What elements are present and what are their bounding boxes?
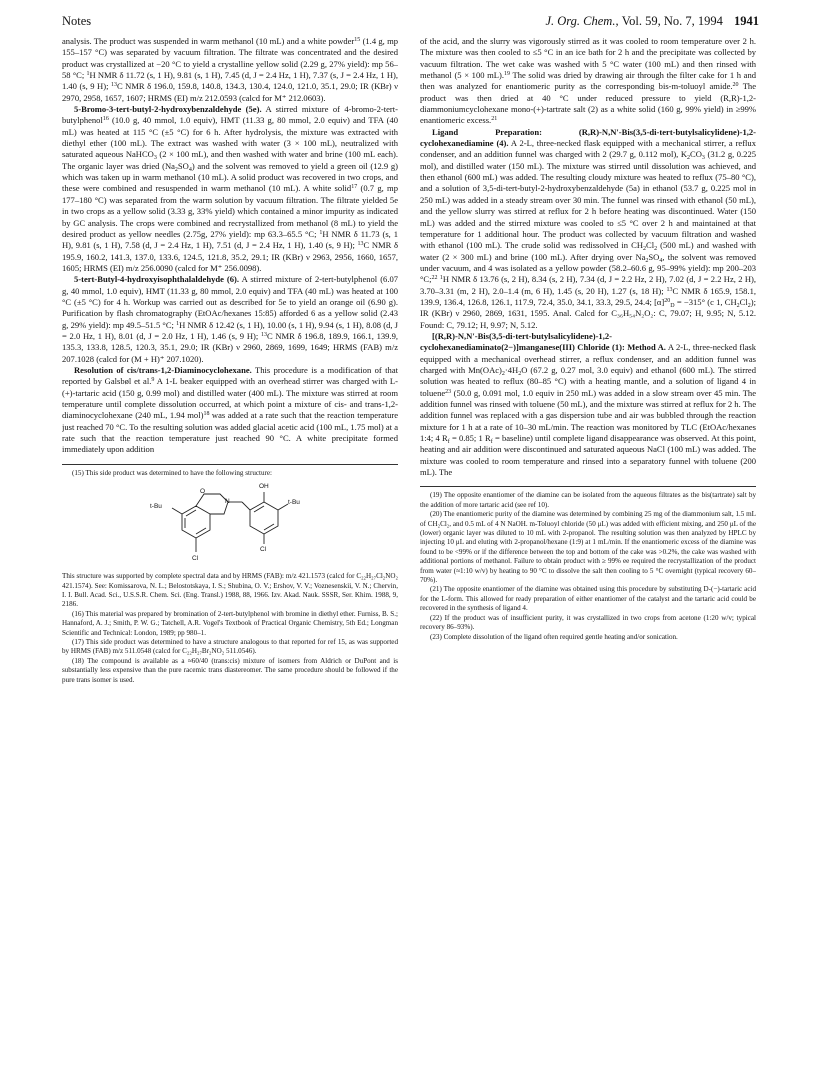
footnote-18: (18) The compound is available as a ≈60/40 (trans:cis) mixture of isomers from Aldrich or DuPont and is substantially less expensive than the pure racemic trans diastereomer. The same procedure should be followed if the pure trans isomer is used. — [62, 656, 398, 684]
footnote-17: (17) This side product was determined to have a structure analogous to that reported for ref 15, as was supported by HRMS (FAB) m/z 511.0548 (calcd for C₂₂H₂₇Br₂NO₂ 511.0546). — [62, 637, 398, 656]
paragraph-ligand: Ligand Preparation: (R,R)-N,N′-Bis(3,5-di-tert-butylsalicylidene)-1,2-cyclohexanediamine (4). A 2-L, three-necked flask equipped with a mechanical stirrer, a reflux condenser, and an addition funnel was charged with 2 (29.7 g, 0.112 mol), $K_2CO_3$ (31.2 g, 0.225 mol), and distilled water (150 mL). The mixture was stirred until dissolution was achieved, and then ethanol (600 mL) was added. The resulting cloudy mixture was heated to reflux (75–80 °C), and a solution of 3,5-di-tert-butyl-2-hydroxybenzaldehyde (5a) in ethanol (53.7 g, 0.225 mol in 250 mL) was added in a steady stream over 30 min. The funnel was rinsed with ethanol (50 mL), and the yellow slurry was stirred at reflux for 2 h before heating was discontinued. Water (150 mL) was added and the stirred mixture was cooled to ≤5 °C over 2 h and maintained at that temperature for 1 additional hour. The product was collected by vacuum filtration and washed with ethanol (100 mL). The crude solid was redissolved in $CH_2Cl_2$ (500 mL) and washed with water (2 × 300 mL) and brine (100 mL). After drying over $Na_2SO_4$, the solvent was removed under vacuum, and 4 was isolated as a yellow powder (58.2–60.6 g, 95–99% yield): mp 200–203 °C;$^{22}$ $^1$H NMR δ 13.76 (s, 2 H), 8.34 (s, 2 H), 7.34 (d, J = 2.2 Hz, 2 H), 7.02 (d, J = 2.2 Hz, 2 H), 3.70–3.31 (m, 2 H), 2.0–1.4 (m, 6 H), 1.45 (s, 20 H), 1.27 (s, 18 H); $^{13}$C NMR δ 165.9, 158.1, 139.9, 136.4, 126.8, 126.1, 117.9, 72.4, 35.0, 34.1, 33.3, 29.5, 24.4; $[\alpha]^{20}_D = -315^\circ$ (c 1, $CH_2Cl_2$); IR (KBr) ν 2960, 2869, 1631, 1595. Anal. Calcd for C₃₆H₅₄N₂O₂: C, 79.07; H, 9.95; N, 5.12. Found: C, 79.12; H, 9.97; N, 5.12. — [420, 126, 756, 330]
footnote-20: (20) The enantiomeric purity of the diamine was determined by combining 25 mg of the diammonium salt, 1.5 mL of CH₂Cl₂, and 0.5 mL of 4 N NaOH. m-Toluoyl chloride (50 μL) was added with efficient mixing, and 250 μL of the (lower) organic layer was diluted to 10 mL with 2-propanol. The resulting solution was then analyzed by HPLC by injecting 10 μL and eluting with 2-propanol/hexane (1:9) at 1 mL/min. If the enantiomeric excess of the diamine was found to be <99% or if the difference between the top and bottom of the cake was >0.2%, the cake was washed with additional portions of methanol. Failure to obtain product with ≥ 99% ee required the recrystallization of the product from water (≈1:10 w/v) by heating to 90 °C to dissolve the salt then cooling to 5 °C overnight (typical recovery 60–70%). — [420, 510, 756, 585]
left-column — [62, 36, 398, 1046]
tbu-right-label: t-Bu — [288, 499, 300, 507]
benzene-ring-right — [250, 502, 278, 534]
footnote-divider — [420, 486, 756, 487]
footnote-22: (22) If the product was of insufficient purity, it was crystallized in two crops from acetone (1:20 w/v; typical recovery 86–93%). — [420, 613, 756, 632]
footnote-15-head: (15) This side product was determined to have the following structure: — [72, 468, 273, 477]
paragraph-resolution: Resolution of cis/trans-1,2-Diaminocyclohexane. This procedure is a modification of that reported by Galsbøl et al.$^9$ A 1-L beaker equipped with an overhead stirrer was charged with L-(+)-tartaric acid (150 g, 0.99 mol) and distilled water (400 mL). The mixture was stirred at room temperature until complete dissolution occurred, at which point a mixture of cis- and trans-1,2-diaminocyclohexane (240 mL, 1.94 mol)$^{18}$ was added at a rate such that the reaction temperature just reached 70 °C. To the resulting solution was added glacial acetic acid (100 mL, 1.75 mol) at a rate such that the reaction temperature just reached 90 °C. A white precipitate formed immediately upon addition — [62, 364, 398, 455]
footnote-16: (16) This material was prepared by bromination of 2-tert-butylphenol with bromine in diethyl ether. Furniss, B. S.; Hannaford, A. J.; Smith, P. W. G.; Tatchell, A.R. Vogel's Textbook of Practical Organic Chemistry, 5th Ed.; Longman Scientific and Technical: London, 1989; pp 980–1. — [62, 609, 398, 637]
page-number: 1941 — [734, 14, 759, 28]
chloro-left-label: Cl — [192, 555, 199, 563]
section-label: Notes — [62, 14, 92, 28]
journal-name: J. Org. Chem., — [545, 14, 619, 28]
volume-issue: Vol. 59, No. 7, 1994 — [621, 14, 723, 28]
hydroxyl-label: OH — [259, 483, 269, 491]
section-heading: Ligand Preparation: (R,R)-N,N′-Bis(3,5-di-tert-butylsalicylidene)-1,2-cyclohexanediamine (4). — [420, 126, 756, 149]
chloro-right-label: Cl — [260, 546, 267, 554]
structure-drawing — [142, 480, 322, 570]
paragraph-6: 5-tert-Butyl-4-hydroxyisophthalaldehyde (6). A stirred mixture of 2-tert-butylphenol (6.07 g, 40 mmol, 1.0 equiv), HMT (11.33 g, 80 mmol, 2.0 equiv) and TFA (40 mL) was heated at 100 °C (±5 °C) for 4 h. Workup was carried out as described for 5e to yield an orange oil (6.90 g). Purification by flash chromatography (EtOAc/hexanes 15:85) afforded 6 as a yellow solid (2.43 g, 29% yield): mp 49.5–51.5 °C; $^1$H NMR δ 12.42 (s, 1 H), 10.00 (s, 1 H), 9.94 (s, 1 H), 8.08 (d, J = 2.0 Hz, 1 H), 8.01 (d, J = 2.0 Hz, 1 H), 1.46 (s, 9 H); $^{13}$C NMR δ 196.8, 189.9, 166.1, 139.9, 135.3, 133.8, 128.5, 120.3, 35.1, 29.0; IR (KBr) ν 2960, 2869, 1699, 1649; HRMS (FAB) m/z 207.1028 (calcd for (M + H)⁺ 207.1020). — [62, 274, 398, 364]
journal-citation — [545, 14, 759, 29]
tbu-left-label: t-Bu — [150, 503, 162, 511]
paragraph-mn-complex: [(R,R)-N,N′-Bis(3,5-di-tert-butylsalicylidene)-1,2-cyclohexanediaminato(2−)]manganese(III) Chloride (1): Method A. A 2-L, three-necked flask equipped with a mechanical overhead stirrer, a reflux condenser, and an addition funnel was charged with $Mn(OAc)_2\cdot 4H_2O$ (67.2 g, 0.27 mol, 3.0 equiv) and ethanol (600 mL). The stirred solution was heated to reflux (80–85 °C) with a heating mantle, and a solution of ligand 4 in toluene$^{23}$ (50.0 g, 0.091 mol, 1.0 equiv in 250 mL) was added in a slow stream over 45 min. The addition funnel was rinsed with toluene (50 mL), and the mixture was stirred at reflux for 2 h. The addition funnel was replaced with a gas dispersion tube and air was bubbled through the reaction mixture for 1 h at a rate of 10–30 mL/min. The reaction was monitored by TLC (EtOAc/hexanes 1:4; 4 $R_f = 0.85$; 1 $R_f$ = baseline) until complete ligand disappearance was observed. At this point, heating and air addition were discontinued and saturated aqueous NaCl (100 mL) was added. The mixture was cooled to room temperature and rinsed into a separatory funnel with toluene (200 mL). The — [420, 330, 756, 478]
oxazine-ring — [196, 494, 228, 514]
paragraph-5e: 5-Bromo-3-tert-butyl-2-hydroxybenzaldehyde (5e). A stirred mixture of 4-bromo-2-tert-butylphenol$^{16}$ (10.0 g, 40 mmol, 1.0 equiv), HMT (11.33 g, 80 mmol, 2.0 equiv) and TFA (40 mL) was heated at 115 °C (±5 °C) for 6 h. After hydrolysis, the mixture was extracted with diethyl ether (100 mL). The extract was washed with water (3 × 100 mL), neutralized with saturated aqueous NaHCO$_3$ (2 × 100 mL), and then washed with water and brine (100 mL each). The organic layer was dried $(Na_2SO_4)$ and the solvent was removed to yield a green oil (12.9 g) which was taken up in warm methanol (10 mL). A solid product was recovered in two crops, and these were combined and resuspended in warm methanol (10 mL). A white solid$^{17}$ (0.7 g, mp 177–180 °C) was separated from the warm solution by vacuum filtration. The filtrate yielded 5e in two crops as a yellow solid (3.33 g, 33% yield) which contained a minor impurity as indicated by GC analysis. The crops were combined and recrystallized from methanol (8 mL) to yield the desired product as yellow needles (2.75g, 27% yield): mp 63.3–65.5 °C; $^1$H NMR δ 11.73 (s, 1 H), 9.81 (s, 1 H), 7.58 (d, J = 2.4 Hz, 1 H), 7.51 (d, J = 2.4 Hz, 1 H), 1.40 (s, 9 H); $^{13}$C NMR δ 195.9, 160.2, 141.3, 137.0, 133.6, 124.5, 121.8, 35.2, 29.1; IR (KBr) ν 2963, 2956, 1660, 1657, 1605; HRMS (EI) m/z 256.0090 (calcd for M⁺ 256.0098). — [62, 104, 398, 273]
paragraph: of the acid, and the slurry was vigorously stirred as it was cooled to room temperature over 2 h. The mixture was then cooled to ≤5 °C in an ice bath for 2 h and the precipitate was collected by vacuum filtration. The wet cake was washed with 5 °C water (100 mL) and then rinsed with methanol (5 × 100 mL).$^{19}$ The solid was dried by drawing air through the filter cake for 1 h and then was analyzed for enantiomeric purity as the corresponding bis-m-toluoyl amide.$^{20}$ The product was then dried at 40 °C under reduced pressure to yield (R,R)-1,2-diammoniumcyclohexane mono-(+)-tartrate salt (2) as a white solid (160 g, 99% yield) in ≥99% enantiomeric excess.$^{21}$ — [420, 36, 756, 126]
compound-heading: 5-Bromo-3-tert-butyl-2-hydroxybenzaldehyde (5e). — [74, 104, 262, 115]
chemical-structure — [62, 480, 398, 570]
running-head — [62, 14, 759, 30]
footnotes-right — [420, 491, 756, 642]
paragraph: analysis. The product was suspended in warm methanol (10 mL) and a white powder$^{15}$ (1.4 g, mp 155–157 °C) was separated by vacuum filtration. The filtrate was concentrated and the desired product was crystallized at −20 °C to yield a crystalline yellow solid (2.29 g, 27% yield): mp 56–58 °C; $^1$H NMR δ 11.72 (s, 1 H), 9.81 (s, 1 H), 7.45 (d, J = 2.4 Hz, 1 H), 7.37 (s, J = 2.4 Hz, 1 H), 1.40 (s, 9 H); $^{13}$C NMR δ 196.0, 159.8, 140.8, 134.3, 130.4, 124.0, 121.0, 35.1, 29.0; IR (KBr) ν 2970, 2958, 1657, 1607; HRMS (EI) m/z 212.0593 (calcd for M⁺ 212.0603). — [62, 36, 398, 103]
section-heading: Resolution of cis/trans-1,2-Diaminocyclohexane. — [74, 364, 252, 375]
oxygen-label: O — [200, 488, 206, 496]
footnote-19: (19) The opposite enantiomer of the diamine can be isolated from the aqueous filtrates as the bis(tartrate) salt by the addition of more tartaric acid (see ref 10). — [420, 491, 756, 509]
compound-heading: 5-tert-Butyl-4-hydroxyisophthalaldehyde (6). — [74, 274, 240, 285]
nitrogen-label: N — [225, 498, 230, 506]
right-column — [420, 36, 756, 1046]
section-heading: [(R,R)-N,N′-Bis(3,5-di-tert-butylsalicylidene)-1,2-cyclohexanediaminato(2−)]manganese(III) Chloride (1): Method A. — [420, 330, 666, 353]
footnotes-left — [62, 469, 398, 685]
footnote-15-body: This structure was supported by complete spectral data and by HRMS (FAB): m/z 421.1573 (calcd for C₂₂H₂₇Cl₂NO₂ 421.1574). See: Komissarova, N. L.; Belostotskaya, I. S.; Shubina, O. V.; Ershov, V. V.; Voznesenskii, V. N.; Chervin, I. I. Bull. Acad. Sci., U.S.S.R. Chem. Sci. (Eng. Transl.) 1988, 88, 1966. Izv. Akad. Nauk. SSSR, Ser. Khim. 1988, 9, 2186. — [62, 572, 398, 609]
benzene-ring-left — [182, 506, 210, 538]
footnote-21: (21) The opposite enantiomer of the diamine was obtained using this procedure by substituting D-(−)-tartaric acid for the L-form. This allowed for ready preparation of either enantiomer of the catalyst and the tartaric acid could be recovered in the synthesis of ligand 4. — [420, 585, 756, 613]
footnote-divider — [62, 464, 398, 465]
footnote-23: (23) Complete dissolution of the ligand often required gentle heating and/or sonication. — [430, 632, 678, 641]
